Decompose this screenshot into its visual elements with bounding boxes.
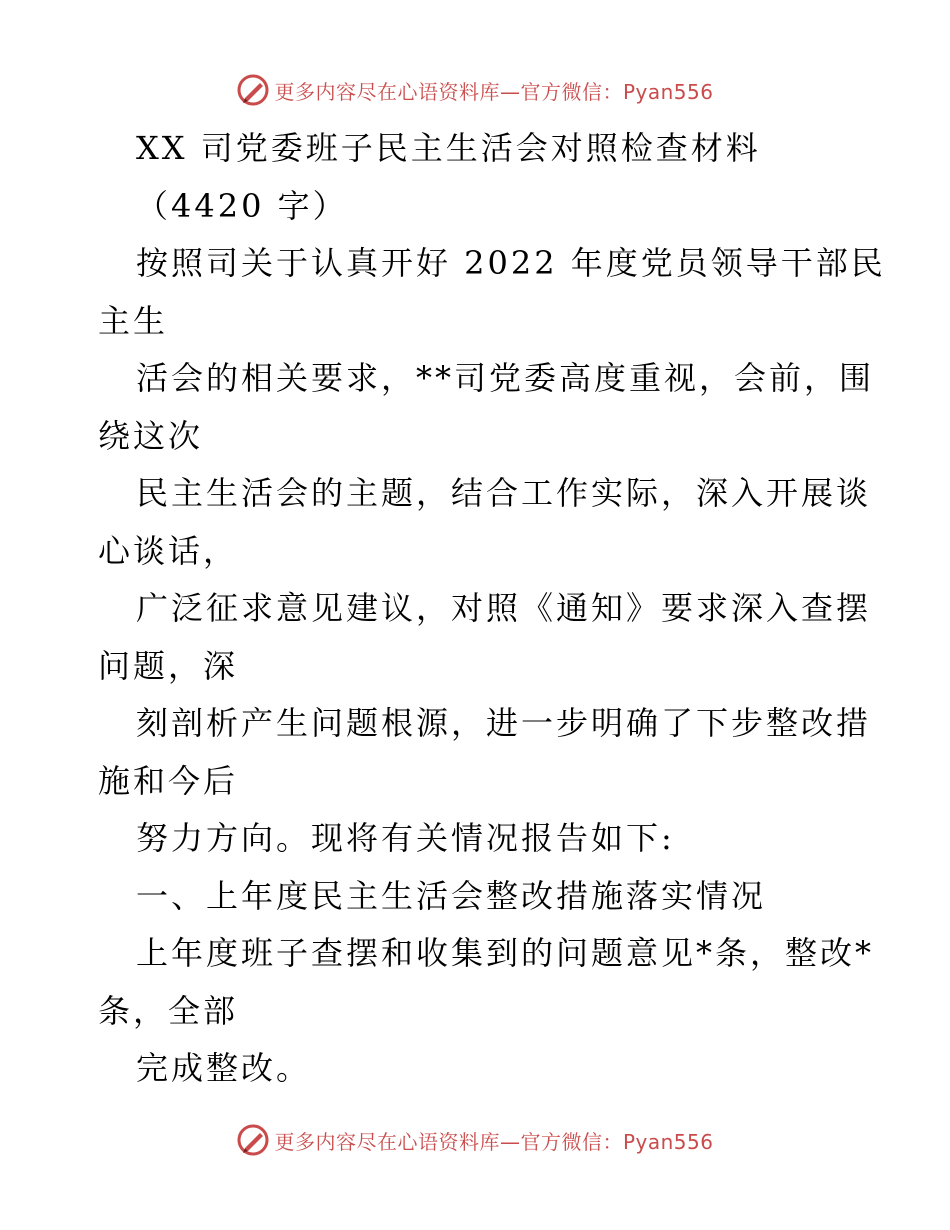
watermark-footer <box>0 1120 950 1160</box>
paragraph-line: 问题，深 <box>98 646 239 685</box>
paragraph-line: 民主生活会的主题，结合工作实际，深入开展谈 <box>136 474 872 512</box>
watermark-text: 更多内容尽在心语资料库—官方微信：Pyan556 <box>274 79 714 104</box>
paragraph-line: 刻剖析产生问题根源，进一步明确了下步整改措 <box>136 704 872 742</box>
watermark-text: 更多内容尽在心语资料库—官方微信：Pyan556 <box>274 1129 714 1154</box>
pen-logo-icon <box>236 73 270 107</box>
paragraph-line: 活会的相关要求，**司党委高度重视，会前，围 <box>136 359 875 397</box>
section-heading: 一、上年度民主生活会整改措施落实情况 <box>136 876 767 915</box>
document-title: XX 司党委班子民主生活会对照检查材料 <box>136 129 761 167</box>
paragraph-line: 广泛征求意见建议，对照《通知》要求深入查摆 <box>136 589 872 627</box>
pen-logo-icon <box>236 1123 270 1157</box>
word-count: （4420 字） <box>136 186 348 225</box>
document-body <box>98 120 886 1098</box>
paragraph-line: 主生 <box>98 301 169 340</box>
paragraph-line: 按照司关于认真开好 2022 年度党员领导干部民 <box>136 244 886 282</box>
paragraph-line: 施和今后 <box>98 761 239 800</box>
paragraph-line: 完成整改。 <box>136 1049 312 1087</box>
paragraph-line: 条，全部 <box>98 991 239 1030</box>
paragraph-line: 努力方向。现将有关情况报告如下: <box>136 819 675 857</box>
paragraph-line: 绕这次 <box>98 416 204 455</box>
paragraph-line: 心谈话， <box>98 531 239 570</box>
paragraph-line: 上年度班子查摆和收集到的问题意见*条，整改* <box>136 934 875 972</box>
watermark-header <box>0 70 950 110</box>
